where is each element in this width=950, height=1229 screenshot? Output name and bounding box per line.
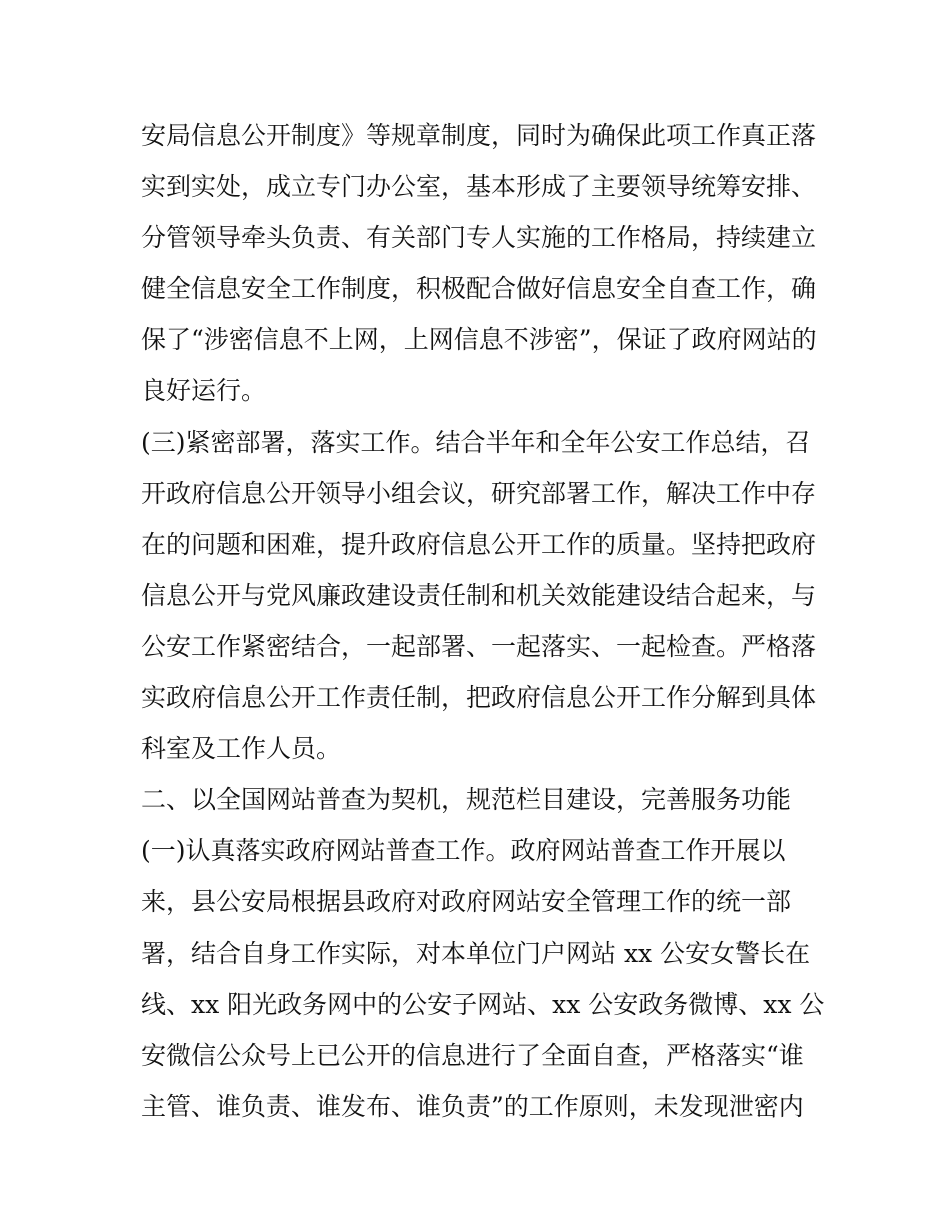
text-line: 主管、谁负责、谁发布、谁负责”的工作原则，未发现泄密内 <box>141 1091 804 1121</box>
text-line: (三)紧密部署，落实工作。结合半年和全年公安工作总结，召 <box>141 427 811 457</box>
text-line: 在的问题和困难，提升政府信息公开工作的质量。坚持把政府 <box>141 529 817 559</box>
text-line: 署，结合自身工作实际，对本单位门户网站 xx 公安女警长在 <box>141 938 811 968</box>
text-line: 安微信公众号上已公开的信息进行了全面自查，严格落实“谁 <box>141 1040 804 1070</box>
text-line: (一)认真落实政府网站普查工作。政府网站普查工作开展以 <box>141 836 786 866</box>
section-heading: 二、以全国网站普查为契机，规范栏目建设，完善服务功能 <box>141 785 792 815</box>
text-line: 公安工作紧密结合，一起部署、一起落实、一起检查。严格落 <box>141 631 817 661</box>
text-line: 信息公开与党风廉政建设责任制和机关效能建设结合起来，与 <box>141 580 817 610</box>
text-line: 线、xx 阳光政务网中的公安子网站、xx 公安政务微博、xx 公 <box>141 989 825 1019</box>
text-line: 来，县公安局根据县政府对政府网站安全管理工作的统一部 <box>141 887 792 917</box>
text-line: 分管领导牵头负责、有关部门专人实施的工作格局，持续建立 <box>141 223 817 253</box>
text-line: 科室及工作人员。 <box>141 734 342 764</box>
text-line: 健全信息安全工作制度，积极配合做好信息安全自查工作，确 <box>141 274 817 304</box>
text-line: 实政府信息公开工作责任制，把政府信息公开工作分解到具体 <box>141 683 817 713</box>
text-line: 保了“涉密信息不上网，上网信息不涉密”，保证了政府网站的 <box>141 325 817 355</box>
text-line: 开政府信息公开领导小组会议，研究部署工作，解决工作中存 <box>141 478 817 508</box>
text-line: 安局信息公开制度》等规章制度，同时为确保此项工作真正落 <box>141 121 817 150</box>
text-line: 实到实处，成立专门办公室，基本形成了主要领导统筹安排、 <box>141 172 817 202</box>
document-body <box>141 110 825 1132</box>
text-line: 良好运行。 <box>141 376 267 406</box>
